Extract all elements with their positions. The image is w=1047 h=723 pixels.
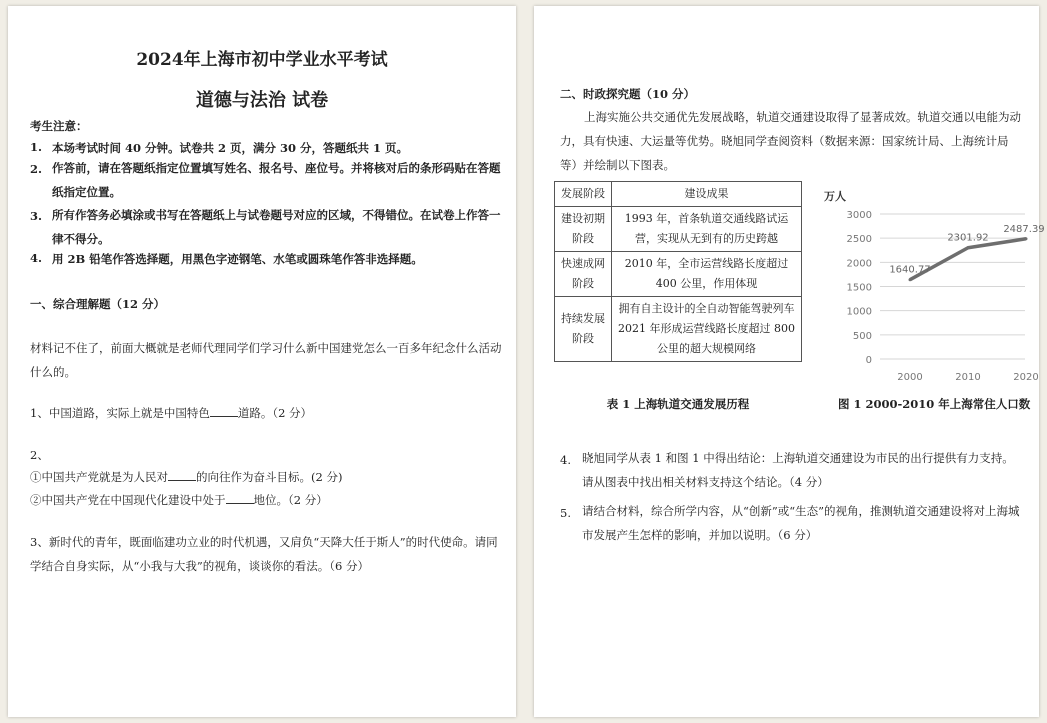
blank-line (168, 479, 196, 481)
table-header: 发展阶段 (555, 182, 612, 207)
intro-paragraph: 上海实施公共交通优先发展战略，轨道交通建设取得了显著成效。轨道交通以电能为动力，具有快速、大运量等优势。晓旭同学查阅资料（数据来源：国家统计局、上海统计局等）并绘制以下图表。 (560, 110, 1021, 172)
table-cell-result: 拥有自主设计的全自动智能驾驶列车 2021 年形成运营线路长度超过 800 公里的超大规模网络 (612, 297, 802, 362)
chart-y-tick-label: 3000 (846, 210, 872, 221)
note-text: 所有作答务必填涂或书写在答题纸上与试卷题号对应的区域，不得错位。在试卷上作答一律不得分。 (52, 208, 501, 246)
table-cell-stage: 建设初期阶段 (555, 207, 612, 252)
q2a-text-before: ①中国共产党就是为人民对 (30, 470, 168, 484)
note-text: 本场考试时间 40 分钟。试卷共 2 页，满分 30 分，答题纸共 1 页。 (52, 141, 409, 155)
table-header: 建设成果 (612, 182, 802, 207)
table-caption: 表 1 上海轨道交通发展历程 (606, 397, 750, 411)
question-5-number: 5. (560, 506, 571, 520)
exam-page-left (8, 6, 516, 717)
notes-heading: 考生注意： (30, 119, 88, 133)
note-text: 用 2B 铅笔作答选择题，用黑色字迹钢笔、水笔或圆珠笔作答非选择题。 (52, 252, 423, 266)
question-4-number: 4. (560, 453, 571, 467)
exam-title: 2024年上海市初中学业水平考试 (136, 50, 388, 70)
question-5: 请结合材料，综合所学内容，从“创新”或“生态”的视角，推测轨道交通建设将对上海城市发展产生怎样的影响，并加以说明。（6 分） (582, 504, 1020, 542)
question-1 (30, 405, 312, 421)
section1-heading: 一、综合理解题（12 分） (30, 297, 166, 311)
chart-x-tick-label: 2000 (897, 372, 923, 383)
question-2b (30, 492, 328, 508)
chart-x-tick-label: 2020 (1013, 372, 1039, 383)
table-row (555, 297, 802, 362)
blank-line (226, 502, 254, 504)
material-text: 材料记不住了，前面大概就是老师代理同学们学习什么新中国建党怎么一百多年纪念什么活动什么的。 (30, 341, 502, 379)
chart-y-tick-label: 500 (852, 330, 872, 342)
development-table (554, 181, 802, 362)
chart-y-tick-label: 1500 (846, 282, 872, 294)
q1-text-before: 1、中国道路，实际上就是中国特色 (30, 406, 210, 420)
chart-y-tick-label: 2500 (846, 234, 872, 246)
q2b-text-after: 地位。（2 分） (253, 493, 328, 507)
chart-data-point (909, 278, 912, 281)
note-text: 作答前，请在答题纸指定位置填写姓名、报名号、座位号。并将核对后的条形码贴在答题纸指定位置。 (52, 161, 501, 199)
table-row (555, 252, 802, 297)
chart-data-point (967, 246, 970, 249)
q2a-text-after: 的向往作为奋斗目标。(2 分) (196, 470, 343, 484)
table-cell-result: 2010 年，全市运营线路长度超过 400 公里，作用体现 (612, 252, 802, 297)
question-4: 晓旭同学从表 1 和图 1 中得出结论：上海轨道交通建设为市民的出行提供有力支持。请从图表中找出相关材料支持这个结论。（4 分） (582, 451, 1014, 489)
table-row (555, 207, 802, 252)
table-cell-result: 1993 年，首条轨道交通线路试运营，实现从无到有的历史跨越 (612, 207, 802, 252)
table-header-row (555, 182, 802, 207)
question-2a (30, 469, 342, 485)
chart-y-axis-label: 万人 (824, 190, 846, 203)
q2b-text-before: ②中国共产党在中国现代化建设中处于 (30, 493, 226, 507)
population-line-chart (810, 186, 1045, 386)
table-cell-stage: 快速成网阶段 (555, 252, 612, 297)
chart-y-tick-label: 0 (865, 355, 872, 366)
section2-heading: 二、时政探究题（10 分） (560, 87, 696, 101)
question-2-number: 2、 (30, 448, 49, 462)
note-num: 3. (30, 209, 43, 223)
chart-x-tick-label: 2010 (955, 372, 981, 383)
note-num: 2. (30, 162, 43, 176)
chart-data-label: 2301.92 (947, 232, 989, 244)
blank-line (210, 415, 238, 417)
table-cell-stage: 持续发展阶段 (555, 297, 612, 362)
chart-y-tick-label: 1000 (846, 306, 872, 318)
exam-page-right (534, 6, 1045, 717)
exam-subtitle: 道德与法治 试卷 (195, 90, 329, 111)
q1-text-after: 道路。（2 分） (237, 406, 313, 420)
chart-data-point (1025, 237, 1028, 240)
note-num: 1. (30, 140, 43, 154)
chart-data-label: 1640.77 (889, 264, 931, 276)
chart-caption: 图 1 2000-2010 年上海常住人口数 (838, 397, 1031, 411)
chart-data-label: 2487.39 (1003, 223, 1045, 235)
note-num: 4. (30, 251, 43, 265)
chart-y-tick-label: 2000 (846, 258, 872, 270)
question-3: 3、新时代的青年，既面临建功立业的时代机遇，又肩负“天降大任于斯人”的时代使命。请同学结合自身实际，从“小我与大我”的视角，谈谈你的看法。（6 分） (30, 535, 498, 573)
